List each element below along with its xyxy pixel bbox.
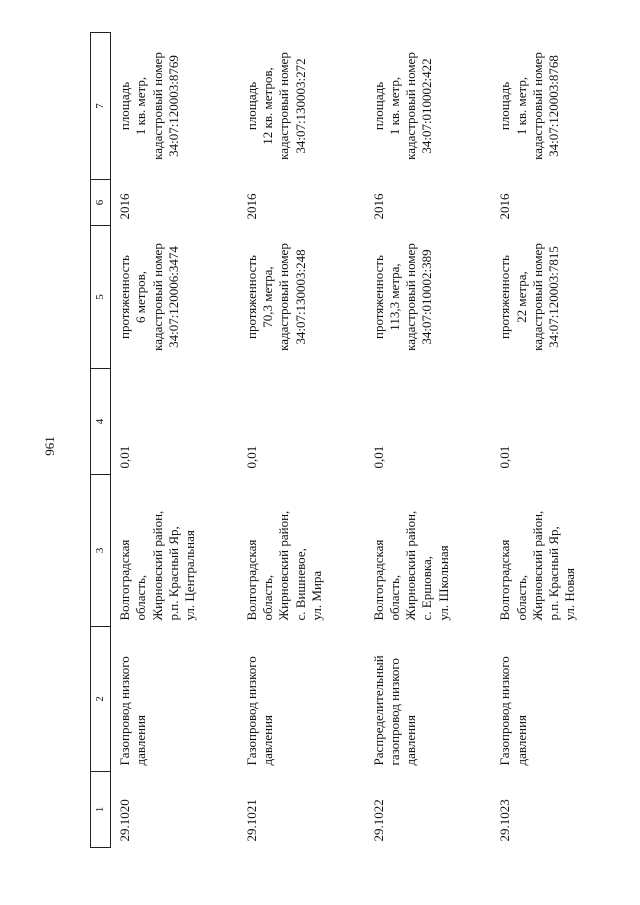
table-row <box>238 33 365 848</box>
column-number: 5 <box>91 226 111 369</box>
object-area: площадь 1 кв. метр, кадастровый номер 34:07:120003:8768 <box>497 52 562 160</box>
object-year: 2016 <box>243 193 259 220</box>
object-length: протяженность 6 метров, кадастровый номер 34:07:120006:3474 <box>117 243 181 351</box>
row-number: 29.1020 <box>117 799 132 842</box>
table-row <box>111 33 238 848</box>
row-number: 29.1023 <box>497 799 513 842</box>
object-value: 0,01 <box>243 445 259 469</box>
column-number: 3 <box>91 475 111 627</box>
object-value: 0,01 <box>117 445 132 469</box>
object-name: Газопровод низкого давления <box>497 656 529 766</box>
object-year: 2016 <box>497 193 513 220</box>
object-year: 2016 <box>117 193 132 220</box>
object-value: 0,01 <box>497 445 513 469</box>
rotated-table-container <box>90 33 618 848</box>
object-area: площадь 1 кв. метр, кадастровый номер 34:07:120003:8769 <box>117 52 181 160</box>
table-row <box>365 33 492 848</box>
row-number: 29.1022 <box>370 799 386 842</box>
page-number: 961 <box>41 436 57 456</box>
object-name: Газопровод низкого давления <box>243 656 276 766</box>
column-number: 2 <box>91 627 111 772</box>
table-row <box>491 33 618 848</box>
column-number: 7 <box>91 33 111 180</box>
object-year: 2016 <box>370 193 386 220</box>
object-address: Волгоградская область, Жирновский район, с. Вишневое, ул. Мира <box>243 510 324 621</box>
row-number: 29.1021 <box>243 799 259 842</box>
column-number: 1 <box>91 772 111 848</box>
column-number: 6 <box>91 180 111 226</box>
property-table <box>90 32 618 848</box>
column-number: 4 <box>91 369 111 475</box>
object-length: протяженность 22 метра, кадастровый номер 34:07:120003:7815 <box>497 243 562 351</box>
object-name: Распределительный газопровод низкого давления <box>370 655 419 766</box>
object-area: площадь 12 кв. метров, кадастровый номер 34:07:130003:272 <box>243 52 308 160</box>
object-address: Волгоградская область, Жирновский район, с. Ершовка, ул. Школьная <box>370 510 451 621</box>
object-length: протяженность 113,3 метра, кадастровый номер 34:07:010002:389 <box>370 243 435 351</box>
object-value: 0,01 <box>370 445 386 469</box>
column-number-row <box>91 33 111 848</box>
object-length: протяженность 70,3 метра, кадастровый номер 34:07:130003:248 <box>243 243 308 351</box>
object-area: площадь 1 кв. метр, кадастровый номер 34:07:010002:422 <box>370 52 435 160</box>
object-address: Волгоградская область, Жирновский район, р.п. Красный Яр, ул. Центральная <box>117 510 197 621</box>
object-name: Газопровод низкого давления <box>117 656 149 766</box>
object-address: Волгоградская область, Жирновский район, р.п. Красный Яр, ул. Новая <box>497 510 578 621</box>
